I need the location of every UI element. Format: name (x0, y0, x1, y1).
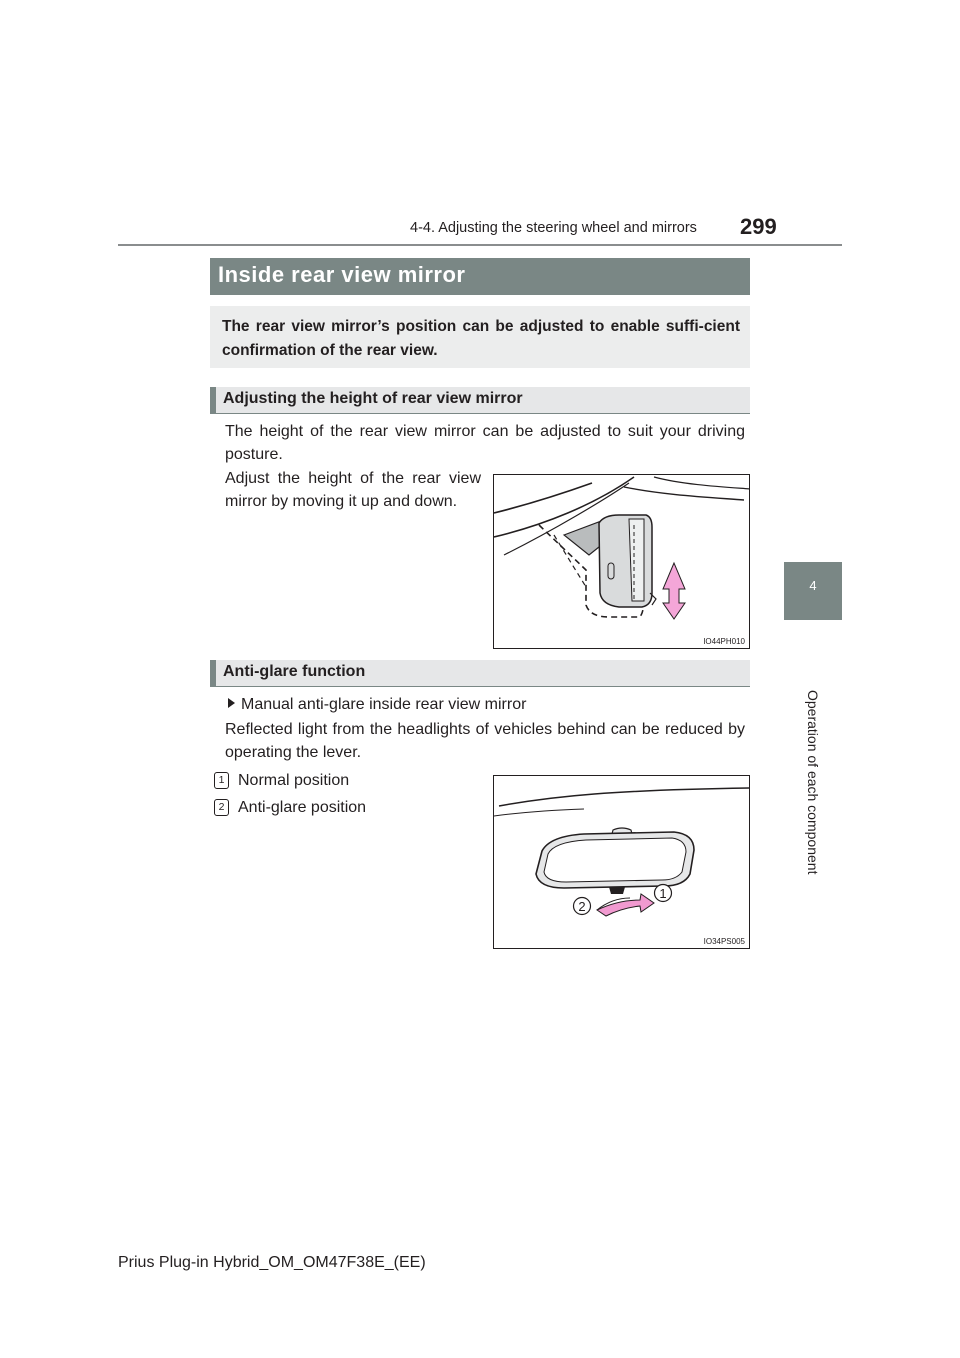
footer-document-id: Prius Plug-in Hybrid_OM_OM47F38E_(EE) (118, 1254, 426, 1271)
antiglare-paragraph: Reflected light from the headlights of vehicles behind can be reduced by operating the lever. (225, 721, 745, 761)
subheading-marker (210, 660, 216, 686)
mirror-height-illustration (494, 475, 750, 649)
figure-code-height: IO44PH010 (703, 637, 745, 646)
list-item-normal-position (214, 769, 349, 792)
section-title-bar (210, 258, 750, 295)
subheading-antiglare (210, 660, 750, 687)
intro-text: The rear view mirror’s position can be adjusted to enable suffi-cient confirmation of the rear view. (222, 318, 740, 359)
number-badge: 2 (214, 799, 229, 816)
subheading-antiglare-text: Anti-glare function (223, 663, 366, 680)
list-item-label: Normal position (238, 772, 350, 789)
callout-1: 1 (659, 886, 667, 901)
subheading-marker (210, 387, 216, 413)
callout-2: 2 (578, 899, 586, 914)
subheading-height (210, 387, 750, 414)
figure-code-antiglare: IO34PS005 (703, 937, 745, 946)
page-number: 299 (740, 214, 777, 239)
section-title: Inside rear view mirror (218, 262, 466, 287)
list-item-antiglare-position (214, 796, 366, 819)
mirror-antiglare-illustration (494, 776, 750, 949)
antiglare-bullet-text: Manual anti-glare inside rear view mirror (241, 696, 527, 713)
figure-antiglare-lever (493, 775, 750, 949)
number-badge: 1 (214, 772, 229, 789)
intro-box (210, 306, 750, 368)
list-item-label: Anti-glare position (238, 799, 367, 816)
subheading-height-text: Adjusting the height of rear view mirror (223, 390, 523, 407)
height-paragraph-2: Adjust the height of the rear view mirror by moving it up and down. (225, 470, 481, 510)
chapter-label: Operation of each component (805, 690, 821, 875)
height-paragraph-1: The height of the rear view mirror can be adjusted to suit your driving posture. (225, 423, 745, 463)
antiglare-bullet-line (228, 693, 748, 716)
chapter-tab (784, 562, 842, 620)
chapter-number: 4 (809, 578, 817, 593)
header-section-title: 4-4. Adjusting the steering wheel and mirrors (410, 220, 697, 236)
bullet-triangle-icon (228, 698, 235, 708)
figure-height-adjust (493, 474, 750, 649)
header-divider (118, 244, 842, 246)
